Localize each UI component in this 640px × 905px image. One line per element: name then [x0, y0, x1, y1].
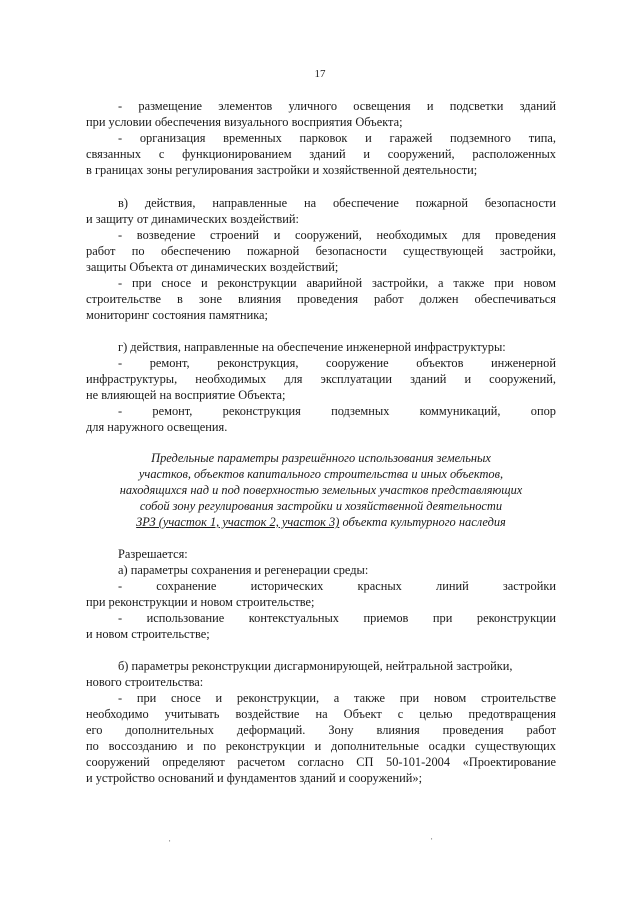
text-line: и защиту от динамических воздействий: — [86, 212, 299, 226]
text-line: - сохранение исторических красных линий застройки — [118, 579, 556, 593]
section-heading-line — [86, 514, 556, 530]
page-number: 17 — [314, 68, 326, 80]
text-line: б) параметры реконструкции дисгармонирующей, нейтральной застройки, — [118, 659, 513, 673]
text-line: нового строительства: — [86, 675, 204, 689]
text-line: - ремонт, реконструкция, сооружение объектов инженерной — [118, 356, 556, 370]
text-line: не влияющей на восприятие Объекта; — [86, 388, 286, 402]
heading-tail: объекта культурного наследия — [339, 515, 506, 529]
text-line: инфраструктуры, необходимых для эксплуатации зданий и сооружений, — [86, 372, 556, 386]
section-heading-line: Предельные параметры разрешённого использования земельных — [151, 451, 491, 465]
text-line: - организация временных парковок и гаражей подземного типа, — [118, 131, 556, 145]
section-heading-line: участков, объектов капитального строительства и иных объектов, — [138, 467, 504, 481]
text-line: г) действия, направленные на обеспечение инженерной инфраструктуры: — [118, 340, 506, 354]
text-line: защиты Объекта от динамических воздействий; — [86, 260, 339, 274]
text-line: - возведение строений и сооружений, необходимых для проведения — [118, 228, 556, 242]
section-heading-line: собой зону регулирования застройки и хозяйственной деятельности — [139, 499, 503, 513]
text-line: сооружений определяют расчетом согласно СП 50-101-2004 «Проектирование — [86, 755, 556, 769]
text-line: его дополнительных деформаций. Зону влияния проведения работ — [86, 723, 556, 737]
zone-reference: ЗРЗ (участок 1, участок 2, участок 3) — [136, 515, 340, 529]
text-line: при условии обеспечения визуального восприятия Объекта; — [86, 115, 403, 129]
text-line: связанных с функционированием зданий и сооружений, расположенных — [86, 147, 556, 161]
text-line: а) параметры сохранения и регенерации среды: — [118, 563, 369, 577]
text-line: мониторинг состояния памятника; — [86, 308, 268, 322]
scan-mark: ⋅ — [430, 834, 434, 844]
text-line: необходимо учитывать воздействие на Объект с целью предотвращения — [86, 707, 556, 721]
text-line: и устройство оснований и фундаментов зданий и сооружений»; — [86, 771, 423, 785]
text-line: Разрешается: — [118, 547, 188, 561]
text-line: - ремонт, реконструкция подземных коммуникаций, опор — [118, 404, 556, 418]
text-line: для наружного освещения. — [86, 420, 228, 434]
text-line: и новом строительстве; — [86, 627, 210, 641]
text-line: по воссозданию и по реконструкции и дополнительные осадки существующих — [86, 739, 556, 753]
text-line: - при сносе и реконструкции аварийной застройки, а также при новом — [118, 276, 556, 290]
text-line: в границах зоны регулирования застройки и хозяйственной деятельности; — [86, 163, 478, 177]
text-line: - при сносе и реконструкции, а также при новом строительстве — [118, 691, 556, 705]
text-line: - использование контекстуальных приемов при реконструкции — [118, 611, 556, 625]
scan-mark: ⋅ — [168, 836, 172, 846]
text-line: строительстве в зоне влияния проведения работ должен обеспечиваться — [86, 292, 556, 306]
text-line: в) действия, направленные на обеспечение пожарной безопасности — [118, 196, 556, 210]
text-line: - размещение элементов уличного освещения и подсветки зданий — [118, 99, 556, 113]
text-line: работ по обеспечению пожарной безопасности существующей застройки, — [86, 244, 556, 258]
section-heading-line: находящихся над и под поверхностью земельных участков представляющих — [119, 483, 523, 497]
text-line: при реконструкции и новом строительстве; — [86, 595, 315, 609]
